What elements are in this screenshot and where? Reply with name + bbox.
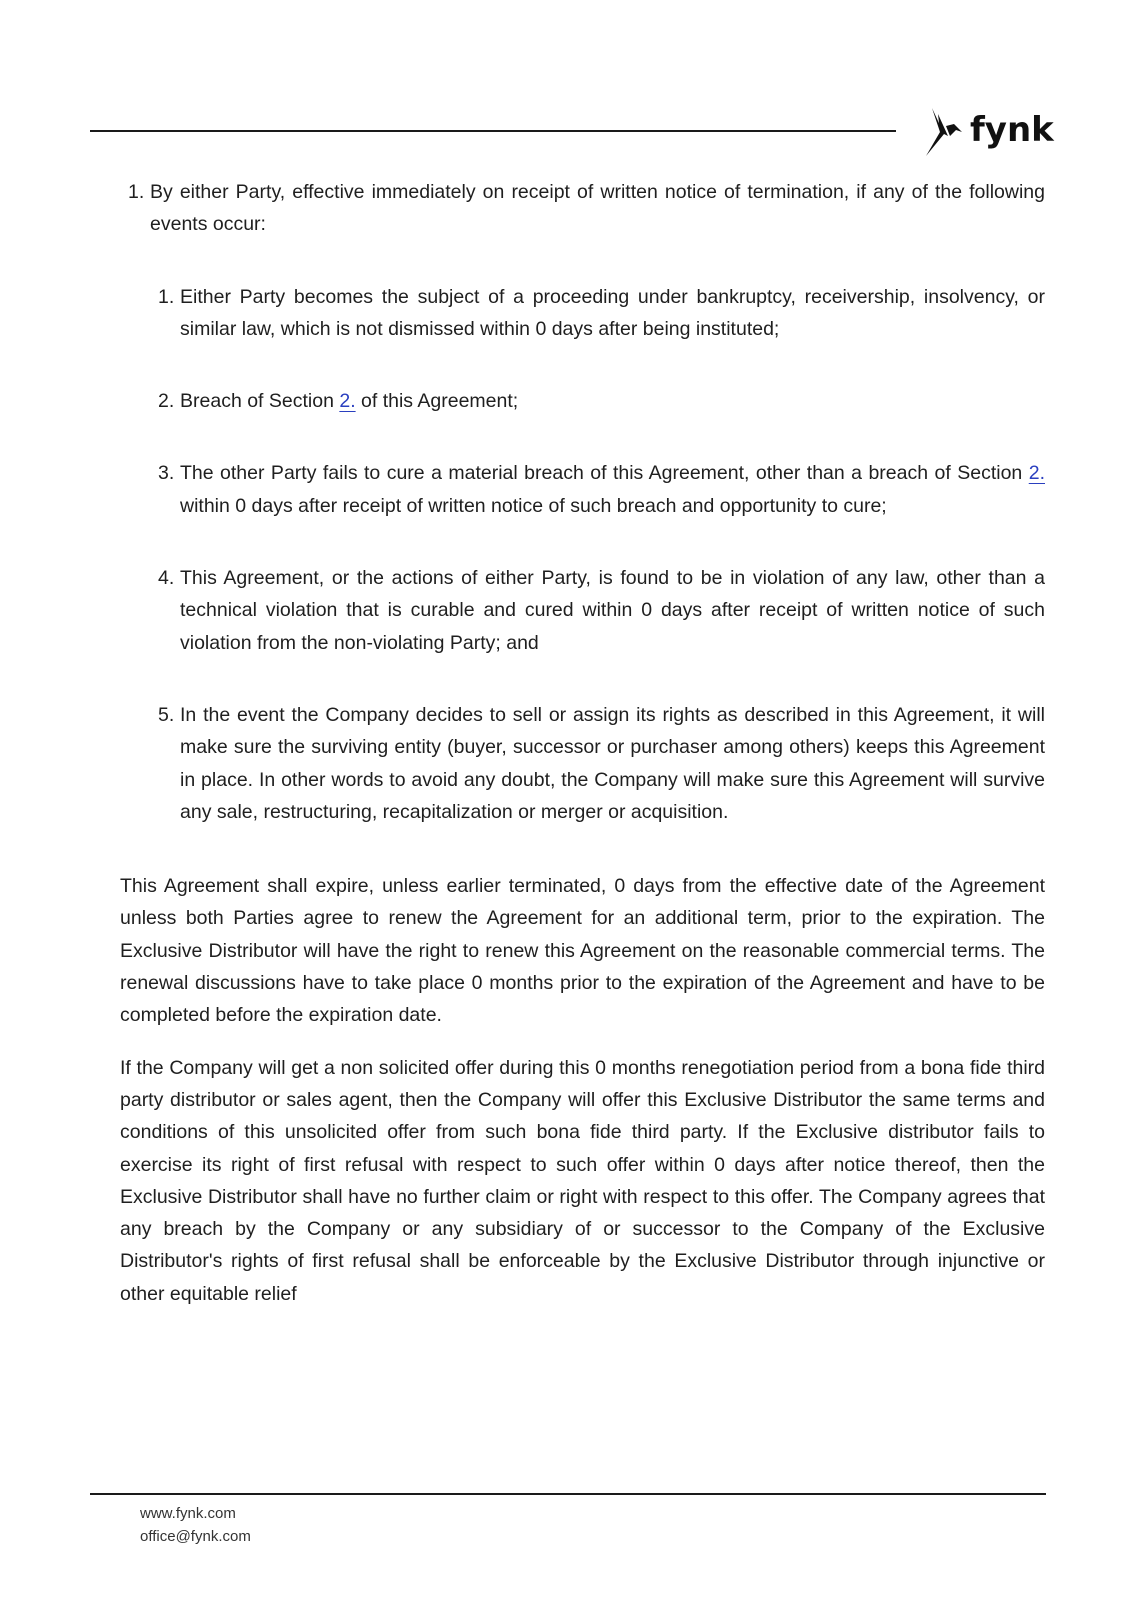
list-item-text-after: of this Agreement; — [355, 390, 519, 413]
first-refusal-paragraph: If the Company will get a non solicited offer during this 0 months renegotiation period from a bona fide third party distributor or sales agent, then the Company will offer this Exclusive Distributor the same terms and conditions of this unsolicited offer from such bona fide third party. If the Exclusive distributor fails to exercise its right of first refusal with respect to such offer within 0 days after notice thereof, then the Exclusive Distributor shall have no further claim or right with respect to this offer. The Company agrees that any breach by the Company or any subsidiary of or successor to the Company of the Exclusive Distributor's rights of first refusal shall be enforceable by the Exclusive Distributor through injunctive or other equitable relief — [120, 1056, 1045, 1305]
list-number: 5. — [158, 703, 175, 726]
list-number: 4. — [158, 567, 175, 590]
list-item-text-before: Breach of Section — [180, 390, 340, 413]
sub-item-4 — [158, 562, 1045, 659]
expiration-paragraph: This Agreement shall expire, unless earlier terminated, 0 days from the effective date of the Agreement unless both Parties agree to renew the Agreement for an additional term, prior to the expiration. The Exclusive Distributor will have the right to renew this Agreement on the reasonable commercial terms. The renewal discussions have to take place 0 months prior to the expiration of the Agreement and have to be completed before the expiration date. — [120, 875, 1045, 1027]
list-number: 2. — [158, 390, 175, 413]
sub-item-1 — [158, 281, 1045, 346]
fynk-bird-icon — [918, 106, 964, 158]
document-body — [120, 176, 1045, 1310]
sub-item-3 — [158, 457, 1045, 522]
footer — [140, 1502, 251, 1548]
list-item-1 — [128, 176, 1045, 241]
footer-email[interactable]: office@fynk.com — [140, 1528, 251, 1545]
list-number: 1. — [128, 181, 145, 203]
section-link[interactable]: 2. — [339, 390, 356, 413]
logo-text: fynk — [970, 110, 1054, 150]
sub-item-5 — [158, 699, 1045, 828]
list-item-text-after: within 0 days after receipt of written notice of such breach and opportunity to cure; — [180, 494, 887, 517]
footer-divider — [90, 1493, 1046, 1495]
fynk-logo — [918, 102, 1054, 162]
list-item-text: Either Party becomes the subject of a proceeding under bankruptcy, receivership, insolvency, or similar law, which is not dismissed within 0 days after being instituted; — [180, 285, 1045, 340]
footer-website[interactable]: www.fynk.com — [140, 1505, 236, 1522]
list-item-text: This Agreement, or the actions of either Party, is found to be in violation of any law, other than a technical violation that is curable and cured within 0 days after receipt of written notice of such violation from the non-violating Party; and — [180, 567, 1045, 654]
list-number: 3. — [158, 462, 175, 485]
list-number: 1. — [158, 285, 175, 308]
sub-item-2 — [158, 385, 1045, 417]
section-link[interactable]: 2. — [1028, 462, 1045, 485]
header-divider — [90, 130, 896, 132]
list-item-text: By either Party, effective immediately on receipt of written notice of termination, if any of the following events occur: — [150, 181, 1045, 236]
list-item-text-before: The other Party fails to cure a material breach of this Agreement, other than a breach of Section — [180, 462, 1029, 485]
list-item-text: In the event the Company decides to sell or assign its rights as described in this Agreement, it will make sure the surviving entity (buyer, successor or purchaser among others) keeps this Agreement in place. In other words to avoid any doubt, the Company will make sure this Agreement will survive any sale, restructuring, recapitalization or merger or acquisition. — [180, 703, 1045, 823]
